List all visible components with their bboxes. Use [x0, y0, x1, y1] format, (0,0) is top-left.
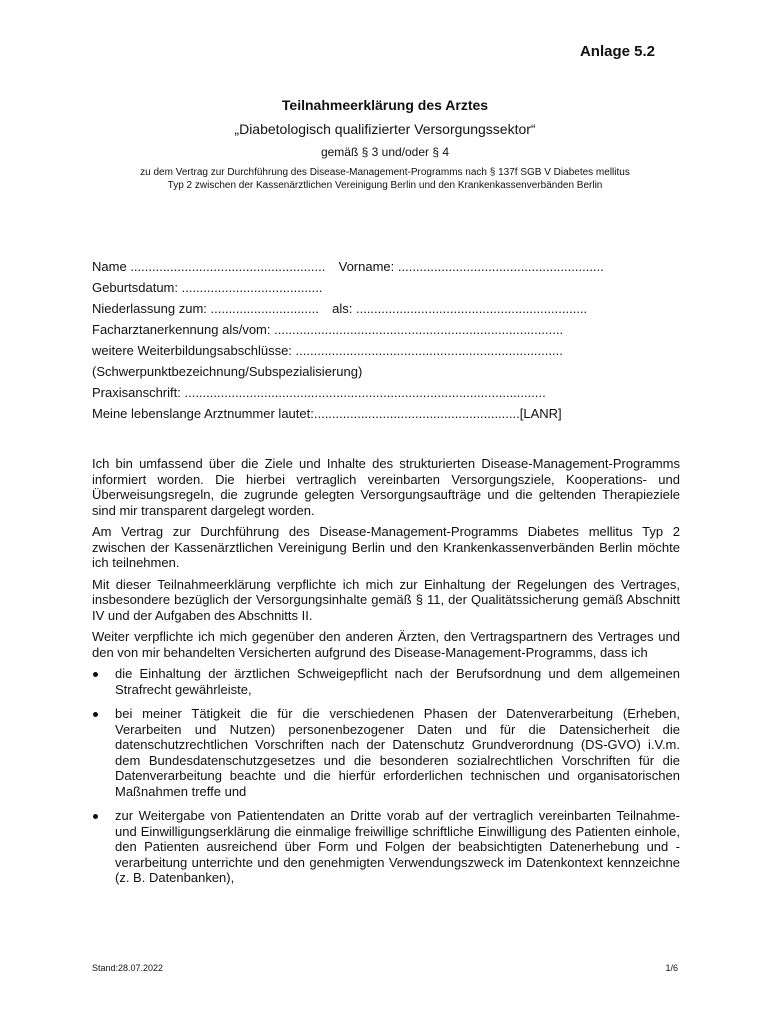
list-item	[92, 666, 680, 697]
praxis-line	[92, 384, 692, 405]
bullet-icon	[93, 672, 98, 677]
als-label: als:	[332, 301, 353, 316]
weiterbildung-label: weitere Weiterbildungsabschlüsse:	[92, 343, 292, 358]
paragraph-commitment: Weiter verpflichte ich mich gegenüber den anderen Ärzten, den Vertragspartnern des Vertrages und den von mir behandelten Versicherten aufgrund des Disease-Management-Programms, dass ich	[92, 629, 680, 660]
geburtsdatum-line	[92, 279, 692, 300]
list-item	[92, 706, 680, 799]
facharzt-label: Facharztanerkennung als/vom:	[92, 322, 271, 337]
niederlassung-label: Niederlassung zum:	[92, 301, 207, 316]
praxis-field[interactable]: ....................................................................................................	[184, 385, 546, 400]
geburtsdatum-field[interactable]: .......................................	[181, 280, 323, 295]
facharzt-line	[92, 321, 692, 342]
arztnummer-label: Meine lebenslange Arztnummer lautet:	[92, 406, 314, 421]
footer-date: Stand:28.07.2022	[92, 963, 164, 973]
name-field[interactable]: ......................................................	[130, 259, 326, 274]
weiterbildung-line	[92, 342, 692, 363]
als-field[interactable]: ................................................................	[355, 301, 588, 316]
obligation-list	[92, 666, 680, 886]
annex-label: Anlage 5.2	[579, 43, 655, 60]
title-block	[80, 96, 690, 192]
bullet-icon	[93, 814, 98, 819]
bullet-icon	[93, 712, 98, 717]
niederlassung-line	[92, 300, 692, 321]
praxis-label: Praxisanschrift:	[92, 385, 181, 400]
vorname-field[interactable]: .........................................................	[397, 259, 604, 274]
geburtsdatum-label: Geburtsdatum:	[92, 280, 178, 295]
facharzt-field[interactable]: ................................................................................	[274, 322, 564, 337]
lanr-label: [LANR]	[519, 406, 562, 421]
vorname-label: Vorname:	[338, 259, 395, 274]
schwerpunkt-label: (Schwerpunktbezeichnung/Subspezialisierung)	[92, 364, 363, 379]
name-line	[92, 258, 692, 279]
paragraph-information: Ich bin umfassend über die Ziele und Inhalte des strukturierten Disease-Management-Programms informiert worden. Die hierbei vertraglich vereinbarten Versorgungsziele, Kooperations- und Überweisungsregeln, die zugrunde gelegten Versorgungsaufträge und die geltenden Therapieziele sind mir transparent dargelegt worden.	[92, 456, 680, 518]
arztnummer-line	[92, 405, 692, 426]
list-item-text: die Einhaltung der ärztlichen Schweigepflicht nach der Berufsordnung und dem allgemeinen Strafrecht gewährleiste,	[115, 666, 680, 697]
contract-intro	[80, 166, 690, 192]
paragraph-reference: gemäß § 3 und/oder § 4	[320, 145, 450, 159]
declaration-body	[92, 456, 680, 895]
document-subtitle: „Diabetologisch qualifizierter Versorgungssektor“	[234, 121, 536, 137]
name-label: Name	[92, 259, 127, 274]
schwerpunkt-line	[92, 363, 692, 384]
page-number: 1/6	[665, 963, 678, 973]
contract-intro-line-1: zu dem Vertrag zur Durchführung des Disease-Management-Programms nach § 137f SGB V Diabetes mellitus	[140, 167, 630, 178]
arztnummer-field[interactable]: .........................................................	[313, 406, 520, 421]
list-item	[92, 808, 680, 886]
weiterbildung-field[interactable]: ..........................................................................	[295, 343, 563, 358]
list-item-text: bei meiner Tätigkeit die für die verschiedenen Phasen der Datenverarbeitung (Erheben, Verarbeiten und Nutzen) personenbezogener Daten und für die Datensicherheit die datenschutzrechtlichen Vorschriften nach der Datenschutz Grundverordnung (DS-GVO) i.V.m. dem Bundesdatenschutzgesetzes und die besonderen sozialrechtlichen Vorschriften für die Datenverarbeitung beachte und die hierfür erforderlichen technischen und organisatorischen Maßnahmen treffe und	[115, 706, 680, 799]
contract-intro-line-2: Typ 2 zwischen der Kassenärztlichen Vereinigung Berlin und den Krankenkassenverbänden Berlin	[167, 180, 603, 191]
niederlassung-field[interactable]: ..............................	[210, 301, 319, 316]
paragraph-participation: Am Vertrag zur Durchführung des Disease-Management-Programms Diabetes mellitus Typ 2 zwischen der Kassenärztlichen Vereinigung Berlin und den Krankenkassenverbänden Berlin möchte ich teilnehmen.	[92, 524, 680, 570]
list-item-text: zur Weitergabe von Patientendaten an Dritte vorab auf der vertraglich vereinbarten Teilnahme- und Einwilligungserklärung die einmalige freiwillige schriftliche Einwilligung des Patienten einhole, den Patienten ausreichend über Form und Folgen der beabsichtigten Datenerhebung und -verarbeitung unterrichte und den genehmigten Verwendungszweck im Datenkontext kennzeichne (z. B. Datenbanken),	[115, 808, 680, 885]
document-title: Teilnahmeerklärung des Arztes	[281, 97, 489, 113]
physician-form	[92, 258, 692, 426]
paragraph-obligation: Mit dieser Teilnahmeerklärung verpflichte ich mich zur Einhaltung der Regelungen des Vertrages, insbesondere bezüglich der Versorgungsinhalte gemäß § 11, der Qualitätssicherung gemäß Abschnitt IV und der Aufgaben des Abschnitts II.	[92, 576, 680, 623]
